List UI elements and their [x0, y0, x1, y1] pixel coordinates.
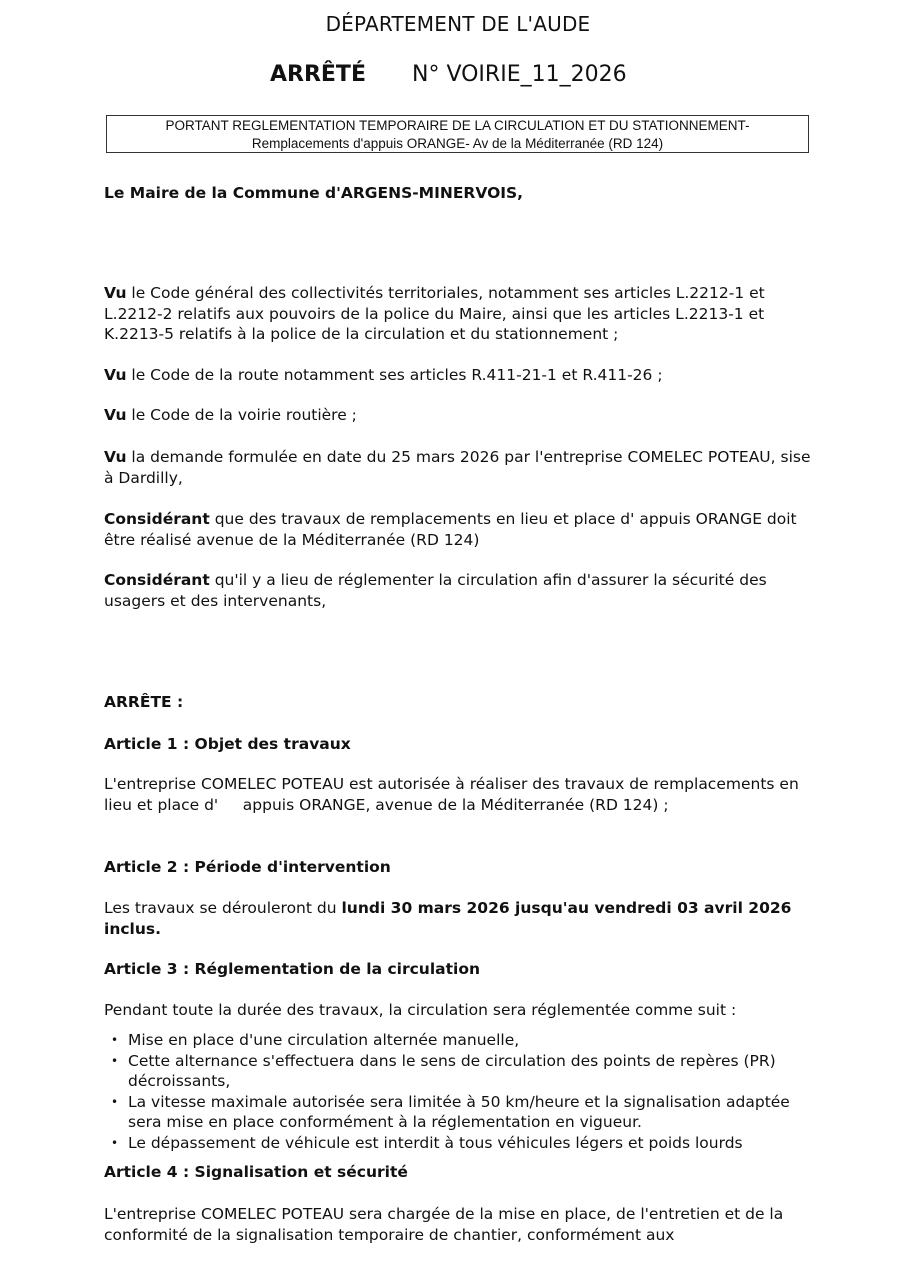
consideration-text: le Code de la route notamment ses articles R.411-21-1 et R.411-26 ; — [126, 366, 663, 384]
article-3-intro: Pendant toute la durée des travaux, la circulation sera réglementée comme suit : — [104, 1001, 737, 1019]
object-line-1: PORTANT REGLEMENTATION TEMPORAIRE DE LA CIRCULATION ET DU STATIONNEMENT- — [165, 118, 750, 133]
article-4-text: L'entreprise COMELEC POTEAU sera chargée de la mise en place, de l'entretien et de la conformité de la signalisation temporaire de chantier, conformément aux — [104, 1205, 784, 1244]
bullet-icon: • — [111, 1033, 119, 1047]
mayor-line: Le Maire de la Commune d'ARGENS-MINERVOIS, — [104, 184, 524, 202]
list-item-text: Cette alternance s'effectuera dans le sens de circulation des points de repères (PR) décroissants, — [128, 1051, 776, 1090]
consideration-text: le Code général des collectivités territoriales, notamment ses articles L.2212-1 et L.2212-2 relatifs aux pouvoirs de la police du Maire, ainsi que les articles L.2213-1 et K.2213-5 relatifs à la police de la circulation et du stationnement ; — [104, 284, 765, 343]
arrete-heading: ARRÊTE : — [104, 693, 184, 711]
bullet-icon: • — [111, 1135, 119, 1150]
consideration-text: qu'il y a lieu de réglementer la circulation afin d'assurer la sécurité des usagers et des intervenants, — [104, 571, 767, 610]
object-box — [106, 115, 809, 153]
department-heading: DÉPARTEMENT DE L'AUDE — [325, 12, 591, 36]
consideration-1 — [104, 283, 814, 345]
list-item — [104, 1030, 804, 1051]
article-4-title: Article 4 : Signalisation et sécurité — [104, 1163, 408, 1181]
consideration-6 — [104, 570, 814, 611]
consideration-4 — [104, 447, 814, 488]
article-1-title: Article 1 : Objet des travaux — [104, 735, 351, 753]
arrete-title: ARRÊTÉ — [270, 62, 366, 87]
consideration-lead: Vu — [104, 284, 127, 302]
consideration-2 — [104, 365, 814, 386]
consideration-lead: Vu — [104, 406, 127, 424]
consideration-text: que des travaux de remplacements en lieu et place d' appuis ORANGE doit être réalisé avenue de la Méditerranée (RD 124) — [104, 510, 797, 549]
arrete-number: N° VOIRIE_11_2026 — [412, 62, 627, 87]
object-line-2: Remplacements d'appuis ORANGE- Av de la Méditerranée (RD 124) — [251, 136, 664, 151]
consideration-3 — [104, 405, 814, 426]
article-2-text — [104, 898, 814, 939]
list-item — [104, 1133, 804, 1154]
article-3-list — [104, 1030, 804, 1153]
list-item — [104, 1092, 804, 1133]
list-item-text: Le dépassement de véhicule est interdit à tous véhicules légers et poids lourds — [128, 1133, 743, 1152]
consideration-text: le Code de la voirie routière ; — [126, 406, 357, 424]
consideration-text: la demande formulée en date du 25 mars 2026 par l'entreprise COMELEC POTEAU, sise à Dardilly, — [104, 448, 811, 487]
article-2-period: lundi 30 mars 2026 jusqu'au vendredi 03 avril 2026 inclus. — [104, 899, 792, 938]
consideration-lead: Vu — [104, 448, 127, 466]
article-3-title: Article 3 : Réglementation de la circulation — [104, 960, 481, 978]
consideration-lead: Vu — [104, 366, 127, 384]
article-1-text: L'entreprise COMELEC POTEAU est autorisée à réaliser des travaux de remplacements en lieu et place d' appuis ORANGE, avenue de la Méditerranée (RD 124) ; — [104, 775, 804, 814]
bullet-icon: • — [111, 1053, 119, 1068]
bullet-icon: • — [111, 1094, 119, 1109]
article-2-text-pre: Les travaux se dérouleront du — [104, 899, 342, 917]
consideration-lead: Considérant — [104, 571, 210, 589]
list-item-text: La vitesse maximale autorisée sera limitée à 50 km/heure et la signalisation adaptée sera mise en place conformément à la réglementation en vigueur. — [128, 1092, 790, 1131]
article-2-title: Article 2 : Période d'intervention — [104, 858, 391, 876]
list-item-text: Mise en place d'une circulation alternée manuelle, — [128, 1031, 520, 1049]
consideration-5 — [104, 509, 814, 550]
consideration-lead: Considérant — [104, 510, 210, 528]
list-item — [104, 1051, 804, 1092]
